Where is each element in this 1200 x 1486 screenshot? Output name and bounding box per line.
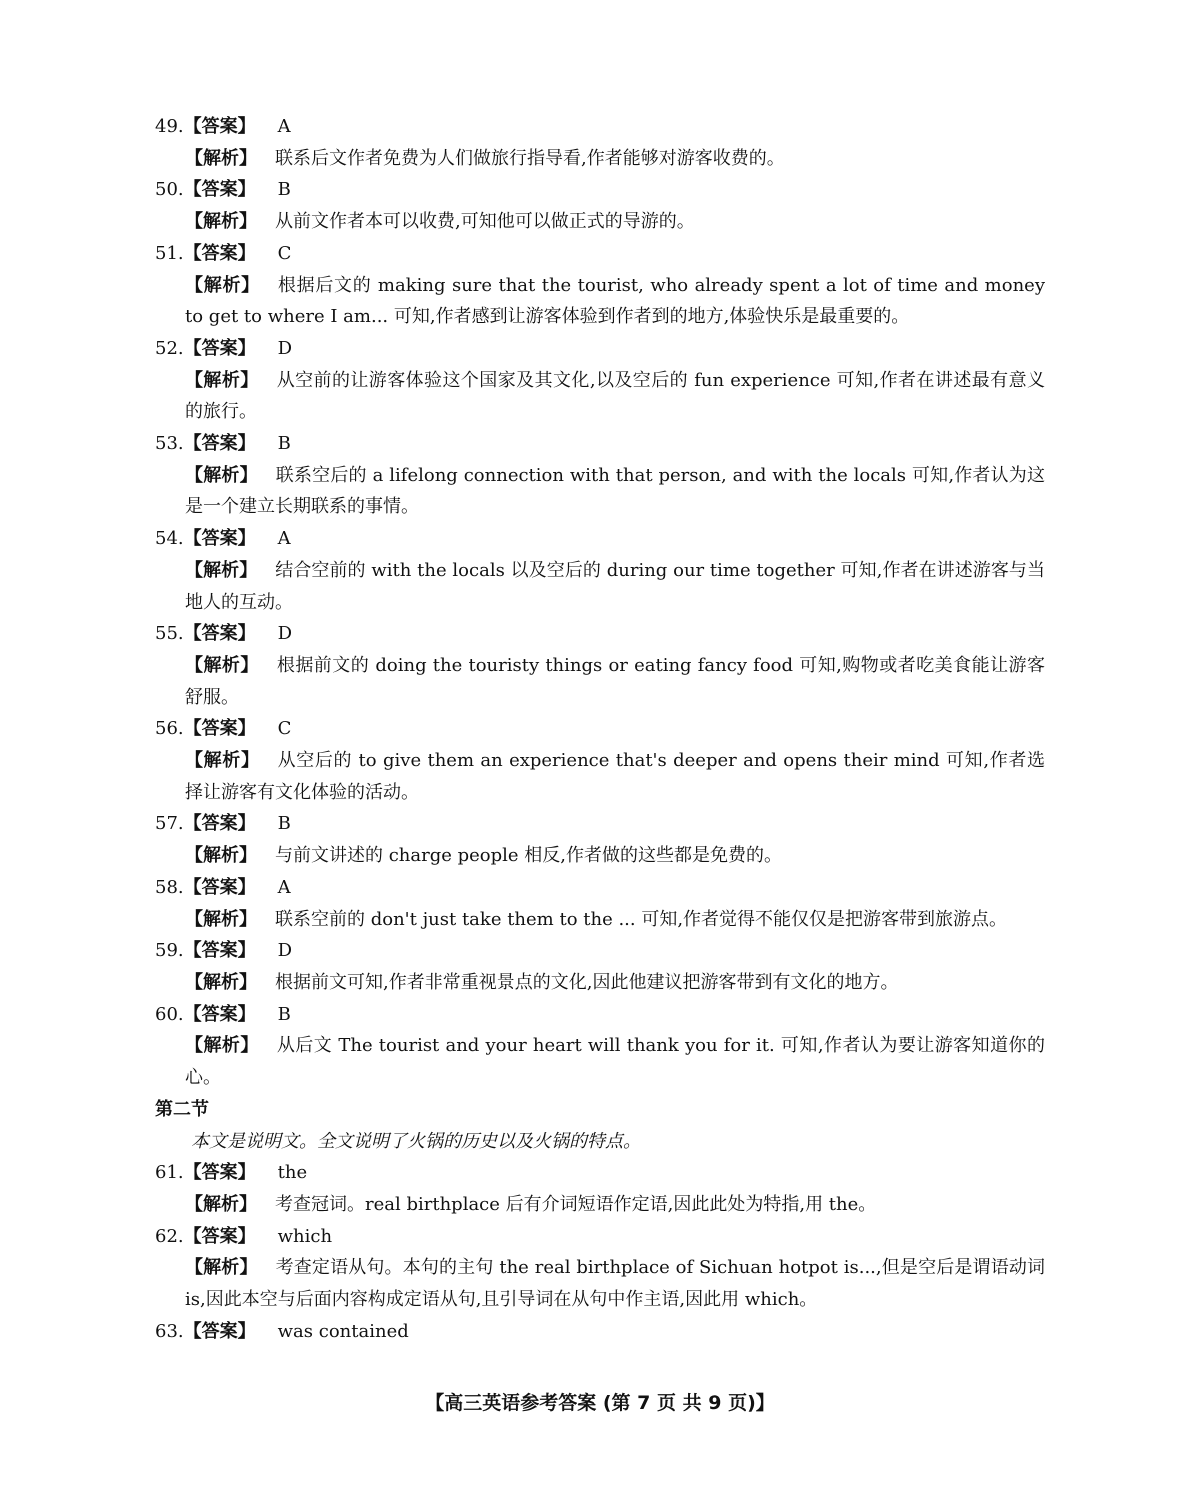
answer-line [155, 999, 1045, 1031]
question-number: 57. [155, 813, 184, 835]
answer-tag: 【答案】 [183, 337, 256, 359]
explanation [155, 555, 1045, 618]
answer-value: C [277, 242, 292, 264]
answer-tag: 【答案】 [183, 1003, 256, 1025]
explain-tag: 【解析】 [185, 369, 259, 391]
answer-value: C [277, 718, 292, 740]
explanation-text: 联系空后的 a lifelong connection with that person, and with the locals 可知,作者认为这是一个建立长期联系的事情。 [185, 464, 1045, 518]
question-number: 61. [155, 1162, 184, 1184]
explain-tag: 【解析】 [185, 908, 257, 930]
explain-tag: 【解析】 [185, 464, 258, 486]
explanation-text: 联系后文作者免费为人们做旅行指导看,作者能够对游客收费的。 [275, 147, 785, 169]
answer-tag: 【答案】 [183, 433, 256, 455]
explanation-text: 从前文作者本可以收费,可知他可以做正式的导游的。 [275, 211, 695, 233]
section-title: 第二节 [155, 1098, 209, 1120]
answer-tag: 【答案】 [183, 940, 256, 962]
answer-line [155, 1157, 1045, 1189]
explanation-text: 根据前文可知,作者非常重视景点的文化,因此他建议把游客带到有文化的地方。 [275, 971, 899, 993]
explanation-text: 联系空前的 don't just take them to the ... 可知,作者觉得不能仅仅是把游客带到旅游点。 [275, 908, 1008, 930]
answer-list [155, 111, 1045, 1347]
answer-line [155, 713, 1045, 745]
answer-line [155, 872, 1045, 904]
answer-value: A [277, 528, 291, 550]
question-number: 62. [155, 1225, 184, 1247]
explanation [155, 1189, 1045, 1221]
answer-tag: 【答案】 [183, 528, 256, 550]
answer-line [155, 523, 1045, 555]
page-footer: 【高三英语参考答案 (第 7 页 共 9 页)】 [425, 1392, 775, 1414]
answer-line [155, 238, 1045, 270]
answer-tag: 【答案】 [183, 1162, 256, 1184]
explanation-text: 考查定语从句。本句的主句 the real birthplace of Sichuan hotpot is...,但是空后是谓语动词 is,因此本空与后面内容构成定语从句,且引导词在从句中作主语,因此用 which。 [185, 1257, 1046, 1311]
question-number: 55. [155, 623, 184, 645]
explanation [155, 1030, 1045, 1093]
explanation-text: 与前文讲述的 charge people 相反,作者做的这些都是免费的。 [275, 845, 783, 867]
explain-tag: 【解析】 [185, 1257, 258, 1279]
answer-value: A [277, 876, 291, 898]
question-number: 63. [155, 1320, 184, 1342]
answer-tag: 【答案】 [183, 116, 256, 137]
answer-entry [155, 1157, 1045, 1220]
answer-value: B [277, 813, 291, 835]
question-number: 58. [155, 876, 184, 898]
answer-entry [155, 333, 1045, 428]
answer-line [155, 174, 1045, 206]
answer-line [155, 333, 1045, 365]
answer-entry [155, 174, 1045, 237]
question-number: 60. [155, 1003, 184, 1025]
answer-tag: 【答案】 [183, 623, 256, 645]
answer-entry [155, 618, 1045, 713]
answer-value: D [277, 623, 293, 645]
question-number: 56. [155, 718, 184, 740]
answer-entry [155, 808, 1045, 871]
answer-tag: 【答案】 [183, 813, 256, 835]
answer-tag: 【答案】 [183, 179, 256, 201]
answer-value: D [277, 940, 293, 962]
cloze-answers [155, 111, 1045, 1094]
answer-entry [155, 713, 1045, 808]
answer-line [155, 428, 1045, 460]
question-number: 50. [155, 179, 184, 201]
answer-entry [155, 111, 1045, 174]
answer-value: B [277, 179, 291, 201]
explain-tag: 【解析】 [185, 274, 260, 296]
explanation [155, 904, 1045, 936]
explanation-text: 从后文 The tourist and your heart will thank you for it. 可知,作者认为要让游客知道你的心。 [185, 1035, 1046, 1089]
answer-entry [155, 523, 1045, 618]
explanation-text: 根据前文的 doing the touristy things or eating fancy food 可知,购物或者吃美食能让游客舒服。 [185, 654, 1045, 708]
question-number: 49. [155, 116, 184, 137]
explain-tag: 【解析】 [185, 750, 260, 772]
explanation-text: 从空后的 to give them an experience that's deeper and opens their mind 可知,作者选择让游客有文化体验的活动。 [185, 750, 1045, 803]
answer-value: A [277, 116, 291, 137]
explain-tag: 【解析】 [185, 654, 259, 676]
explain-tag: 【解析】 [185, 845, 257, 867]
answer-line [155, 1221, 1045, 1253]
explanation [155, 270, 1045, 333]
explanation [155, 365, 1045, 428]
answer-value: B [277, 1003, 291, 1025]
question-number: 59. [155, 940, 184, 962]
explanation [155, 206, 1045, 238]
explanation-text: 根据后文的 making sure that the tourist, who already spent a lot of time and money to get to where I am... 可知,作者感到让游客体验到作者到的地方,体验快乐是最重要的。 [185, 274, 1046, 328]
answer-entry [155, 1316, 1045, 1348]
answer-entry [155, 999, 1045, 1094]
answer-entry [155, 238, 1045, 333]
grammar-fill-answers [155, 1157, 1045, 1347]
answer-line [155, 808, 1045, 840]
answer-tag: 【答案】 [183, 1225, 256, 1247]
explain-tag: 【解析】 [185, 559, 258, 581]
explain-tag: 【解析】 [185, 147, 257, 169]
answer-tag: 【答案】 [183, 242, 256, 264]
answer-entry [155, 935, 1045, 998]
answer-entry [155, 1221, 1045, 1316]
question-number: 51. [155, 242, 184, 264]
answer-tag: 【答案】 [183, 1320, 256, 1342]
answer-line [155, 111, 1045, 143]
answer-value: was contained [277, 1320, 409, 1342]
answer-entry [155, 872, 1045, 935]
answer-value: B [277, 433, 291, 455]
explanation [155, 143, 1045, 175]
explanation-text: 结合空前的 with the locals 以及空后的 during our time together 可知,作者在讲述游客与当地人的互动。 [185, 559, 1045, 613]
answer-line [155, 1316, 1045, 1348]
answer-tag: 【答案】 [183, 718, 256, 740]
explain-tag: 【解析】 [185, 211, 257, 233]
explanation [155, 840, 1045, 872]
answer-line [155, 935, 1045, 967]
explanation [155, 650, 1045, 713]
section-intro: 本文是说明文。全文说明了火锅的历史以及火锅的特点。 [191, 1130, 641, 1152]
explanation [155, 967, 1045, 999]
answer-entry [155, 428, 1045, 523]
explanation-text: 从空前的让游客体验这个国家及其文化,以及空后的 fun experience 可知,作者在讲述最有意义的旅行。 [185, 369, 1045, 423]
explanation [155, 460, 1045, 523]
explain-tag: 【解析】 [185, 1193, 257, 1215]
explanation [155, 745, 1045, 808]
question-number: 53. [155, 433, 184, 455]
answer-line [155, 618, 1045, 650]
explanation [155, 1252, 1045, 1315]
question-number: 54. [155, 528, 184, 550]
question-number: 52. [155, 337, 184, 359]
answer-tag: 【答案】 [183, 876, 256, 898]
explanation-text: 考查冠词。real birthplace 后有介词短语作定语,因此此处为特指,用 the。 [275, 1193, 877, 1215]
explain-tag: 【解析】 [185, 971, 257, 993]
explain-tag: 【解析】 [185, 1035, 259, 1057]
answer-value: which [277, 1225, 333, 1247]
answer-value: D [277, 337, 293, 359]
answer-value: the [277, 1162, 308, 1184]
